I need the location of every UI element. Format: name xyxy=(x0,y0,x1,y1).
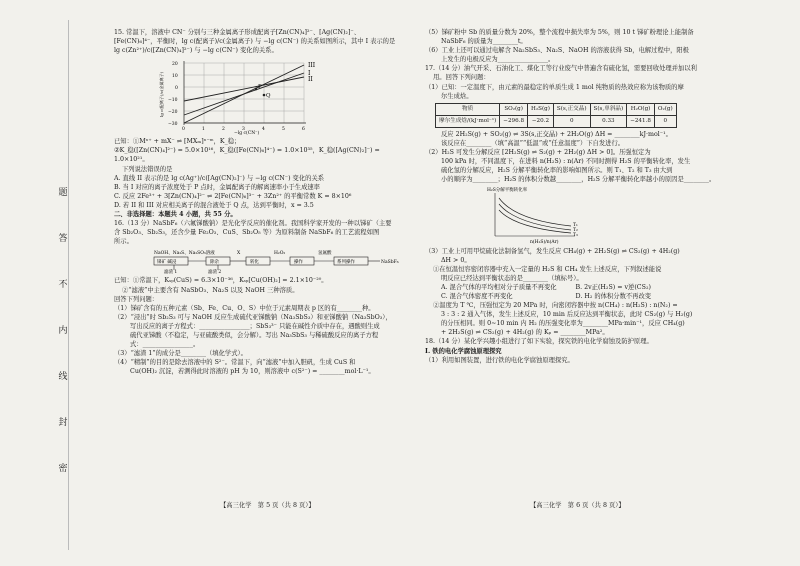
q15-known: 已知：①Mⁿ⁺ + mX⁻ ⇌ [MXₘ]ⁿ⁻ᵐ，K_稳； xyxy=(114,138,241,146)
section-heading: 二、非选择题：本题共 4 小题，共 55 分。 xyxy=(114,211,237,219)
binding-char: 封 xyxy=(58,418,68,428)
left-column xyxy=(114,28,414,376)
q16-sub-2: 硫代亚锑酸（不稳定，与亚硫酸类似，会分解）。写出 Na₃SbS₃ 与稀硫酸反应的离子方程 xyxy=(130,331,379,339)
q17-options-cd: C. 混合气体密度不再变化 D. H₂ 的体积分数不再改变 xyxy=(441,292,652,300)
q15-line: [Fe(CN)₆]⁴⁻，平衡时，lg c(配离子)/c(金属离子) 与 −lg c(CN⁻) 的关系如图所示，其中 I 表示的是 xyxy=(114,38,396,46)
q17-sub-3-2: 的分压相同。则 0∼10 min 内 H₂ 的压强变化率为________MPa·min⁻¹，反应 CH₄(g) xyxy=(441,320,685,328)
flow-hf: 氢氟酸 xyxy=(318,251,332,257)
x-tick: 1 xyxy=(202,127,205,133)
curve-T3-label: T₃ xyxy=(573,232,578,238)
right-column xyxy=(425,28,725,365)
binding-char: 题 xyxy=(58,188,68,198)
flow-residue-2: 滤渣 2 xyxy=(208,270,222,276)
q16-flowchart xyxy=(114,248,414,274)
q16-sub-6: （6）工业上还可以通过电解含 Na₂SbS₃、Na₂S、NaOH 的溶液获得 Sb，电解过程中，阳极 xyxy=(425,47,689,55)
q16-sub-6: 上发生的电极反应为________________。 xyxy=(441,56,555,64)
q15-option-d: D. 若 II 和 III 对应相关离子的混合液处于 Q 点，达到平衡时，x = 3.5 xyxy=(114,201,314,209)
conversion-graph xyxy=(485,186,595,246)
q16-line: 16.（13 分）NaSbF₆（六氟锑酸钠）是光化学反应的催化剂。我国科学家开发的一种以锑矿（主要 xyxy=(114,220,392,228)
point-Q-label: Q xyxy=(266,93,271,100)
q16-sub-2: （2）“浸出”时 Sb₂S₃ 可与 NaOH 反应生成硫代亚锑酸钠（Na₃SbS₃）和亚锑酸钠（Na₃SbO₃）， xyxy=(114,313,392,321)
q16-sub-4: （4）“精制”的目的是除去溶液中的 S²⁻。常温下，向“滤液”中加入胆矾，生成 CuS 和 xyxy=(114,359,356,367)
q15-prompt: 下列说法错误的是 xyxy=(122,165,173,173)
table-header-cell: O₂(g) xyxy=(654,103,676,115)
table-cell: 0.33 xyxy=(590,115,627,127)
q16-sub-3: （3）“滤渣 1”的成分是________（填化学式）。 xyxy=(114,350,247,358)
q15-figure xyxy=(159,57,414,137)
q16-known: ②“滤液”中主要含有 NaSbO₃、Na₂S 以及 NaOH 三种溶质。 xyxy=(122,286,299,294)
q16-sub-5: （5）锑矿粉中 Sb 的质量分数为 20%，整个流程中损失率为 5%，则 10 t 锑矿粉理论上能制备 xyxy=(425,29,694,36)
q15-graph xyxy=(159,57,354,137)
q16-line: 所示。 xyxy=(114,238,133,246)
binding-char: 答 xyxy=(58,234,68,244)
q17-sub-3-2: + 2H₂S(g) ⇌ CS₂(g) + 4H₂(g) 的 Kₚ = ________MPa²。 xyxy=(441,329,609,337)
q15-line: 15. 常温下，溶液中 CN⁻ 分别与三种金属离子形成配离子[Zn(CN)₄]²⁻、[Ag(CN)₂]⁻、 xyxy=(114,29,361,36)
q17-sub-3-1: ①在恒温恒容密闭容器中充入一定量的 H₂S 和 CH₄ 发生上述反应，下列叙述能说 xyxy=(433,265,662,273)
binding-char: 内 xyxy=(58,326,68,336)
x-axis-label: −lg c(CN⁻) xyxy=(234,131,260,137)
binding-text xyxy=(56,170,70,492)
q17-sub-2: 硫化氢的分解反应，H₂S 分解平衡转化率的影响如图所示。则 T₁、T₂ 和 T₃ 由大到 xyxy=(441,167,673,175)
line-label-III: III xyxy=(308,62,316,70)
flow-product: NaSbF₆ xyxy=(381,260,399,266)
y-tick: 0 xyxy=(175,86,178,92)
q16-sub-4: Cu(OH)₂ 沉淀，若测得此时溶液的 pH 为 10，则溶液中 c(S²⁻) = ________mol·L⁻¹。 xyxy=(130,368,375,376)
point-P xyxy=(255,88,258,91)
q15-option-b: B. 当 I 对应的离子浓度处于 P 点时，金属配离子的解离速率小于生成速率 xyxy=(114,183,320,191)
conversion-figure-title: H₂S分解平衡转化率 xyxy=(487,187,528,193)
table-header-row xyxy=(436,103,677,115)
q17-sub-3: ΔH > 0。 xyxy=(441,256,471,264)
q17-sub-1: 该反应在________（填“高温”“低温”或“任意温度”）下自发进行。 xyxy=(441,140,625,148)
q16-line: 含 Sb₂O₃、Sb₂S₃，还含少量 Fe₂O₃、CuS、Sb₂O₅ 等）为原料制备 NaSbF₆ 的工艺流程如图 xyxy=(114,229,380,237)
q16-prompt: 回答下列问题： xyxy=(114,295,159,303)
point-Q xyxy=(263,94,266,97)
q17-sub-3-2: 3 : 3 : 2 通入气体，发生上述反应，10 min 后反应达到平衡状态，此时 CS₂(g) 与 H₂(g) xyxy=(441,311,693,319)
x-tick: 3 xyxy=(242,127,245,133)
flow-reagent: NaOH、Na₂S、Na₂SO₃溶液 xyxy=(154,251,215,257)
y-tick: −10 xyxy=(168,98,178,104)
flow-x: X xyxy=(237,251,241,257)
x-tick: 6 xyxy=(302,127,305,133)
binding-char: 密 xyxy=(58,464,68,474)
flow-box-operate-label: 操作 xyxy=(294,260,303,266)
table-cell: 0 xyxy=(654,115,676,127)
q17-options-ab: A. 混合气体的平均相对分子质量不再变化 B. 2v正(H₂S) = v逆(CS₂) xyxy=(441,283,651,291)
q16-sub-1: （1）锑矿含有的五种元素（Sb、Fe、Cu、O、S）中位于元素周期表 p 区的有________种。 xyxy=(114,304,375,312)
curve-T1 xyxy=(499,198,571,226)
q17-sub-3: （3）工业上可用甲烷硫化法制备氢气，发生反应 CH₄(g) + 2H₂S(g) ⇌ CS₂(g) + 4H₂(g) xyxy=(425,247,680,255)
q17-sub-1: （1）已知：一定温度下，由元素的最稳定的单质生成 1 mol 纯物质的热效应称为该物质的摩 xyxy=(425,83,684,91)
flowchart-svg xyxy=(114,248,414,274)
q17-sub-2: 100 kPa 时，不同温度下，在进料 n(H₂S) : n(Ar) 不同时测得 H₂S 的平衡转化率，发生 xyxy=(441,158,691,166)
q17-sub-3-2: ②温度为 T ℃，压强恒定为 20 MPa 时，向密闭容器中按 n(CH₄) : n(H₂S) : n(N₂) = xyxy=(433,302,678,310)
q17-sub-2: （2）H₂S 可发生分解反应 [2H₂S(g) ⇌ S₂(g) + 2H₂(g) ΔH > 0]。压强恒定为 xyxy=(425,149,651,157)
flow-box-purify-label: 除杂 xyxy=(210,260,219,266)
x-tick: 0 xyxy=(182,127,185,133)
table-row xyxy=(436,115,677,127)
binding-margin xyxy=(18,20,88,550)
q15-known: ②K_稳([Zn(CN)₄]²⁻) = 5.0×10¹⁶，K_稳([Fe(CN)₆]⁴⁻) = 1.0×10³⁵，K_稳([Ag(CN)₂]⁻) = xyxy=(114,147,380,155)
y-axis-label: lg c(配离子)/c(金属离子) xyxy=(159,72,164,118)
table-cell: −20.2 xyxy=(528,115,554,127)
table-cell: −241.8 xyxy=(627,115,655,127)
q15-option-c: C. 反应 2Fe³⁺ + 3[Zn(CN)₄]²⁻ ⇌ 2[Fe(CN)₆]³⁻ + 3Zn²⁺ 的平衡常数 K = 8×10⁶ xyxy=(114,192,352,200)
y-tick: −20 xyxy=(168,110,178,116)
binding-char: 不 xyxy=(58,280,68,290)
q17-sub-2: 小的顺序为________；H₂S 的体积分数越________，H₂S 分解平衡转化率越小的原因是________。 xyxy=(441,176,716,184)
y-tick: 20 xyxy=(172,62,178,68)
x-tick: 4 xyxy=(262,127,265,133)
y-tick: −30 xyxy=(168,122,178,128)
q18-line: 18.（14 分）某化学兴趣小组进行了如下实验，探究铁的电化学腐蚀及防护原理。 xyxy=(425,338,653,346)
q18-part-heading: Ⅰ. 铁的电化学腐蚀原理探究 xyxy=(425,347,502,355)
enthalpy-table xyxy=(435,103,677,128)
table-header-cell: 物质 xyxy=(436,103,500,115)
q15-known: 1.0×10²¹。 xyxy=(114,156,149,164)
flow-h2o2: H₂O₂ xyxy=(274,251,286,257)
q16-sub-5: NaSbF₆ 的质量为________t。 xyxy=(441,38,527,46)
flow-box-leach-label: 锑矿 碱浸 xyxy=(157,260,177,266)
conversion-figure xyxy=(485,186,725,246)
y-tick: 10 xyxy=(172,74,178,80)
q15-option-a: A. 直线 II 表示的是 lg c(Ag⁺)/c([Ag(CN)₂]⁻) 与 −lg c(CN⁻) 变化的关系 xyxy=(114,174,325,182)
table-header-cell: S(s,单斜晶) xyxy=(590,103,627,115)
q16-sub-2: 写出反应的离子方程式：________________；SbS₃³⁻ 只能在碱性介质中存在，遇酸则生成 xyxy=(130,322,380,330)
table-cell: 0 xyxy=(553,115,590,127)
table-header-cell: S(s,正交晶) xyxy=(553,103,590,115)
table-row-label: 摩尔生成焓/(kJ·mol⁻¹) xyxy=(436,115,500,127)
table-header-cell: H₂S(g) xyxy=(528,103,554,115)
x-tick: 5 xyxy=(282,127,285,133)
q15-line: lg c(Zn²⁺)/c([Zn(CN)₄]²⁻) 与 −lg c(CN⁻) 变化的关系。 xyxy=(114,47,278,55)
q17-sub-1: 尔生成焓。 xyxy=(441,92,473,100)
flow-box-series-label: 系列操作 xyxy=(337,260,355,266)
flow-box-convert-label: 转化 xyxy=(250,260,259,266)
x-tick: 2 xyxy=(222,127,225,133)
line-label-I: I xyxy=(308,70,311,78)
flow-residue-1: 滤渣 1 xyxy=(164,270,178,276)
q18-sub-1: （1）利用如图装置，进行铁的电化学腐蚀原理探究。 xyxy=(425,356,574,364)
curve-T1-label: T₁ xyxy=(573,222,578,228)
q16-sub-2: 式：________________。 xyxy=(130,341,200,349)
q17-sub-3-1: 明反应已经达到平衡状态的是________（填标号）。 xyxy=(441,274,583,282)
table-cell: −296.8 xyxy=(500,115,528,127)
q17-sub-1: 反应 2H₂S(g) + SO₂(g) ⇌ 3S(s,正交晶) + 2H₂O(g) ΔH = ________kJ·mol⁻¹。 xyxy=(441,130,672,138)
table-header-cell: SO₂(g) xyxy=(500,103,528,115)
q17-line: 用。回答下列问题： xyxy=(433,74,490,82)
page-footer-left: 【高三化学 第 5 页（共 8 页）】 xyxy=(220,502,315,509)
line-label-II: II xyxy=(308,76,313,84)
binding-char: 线 xyxy=(58,372,68,382)
conversion-x-label: n(H₂S)/n(Ar) xyxy=(530,239,559,245)
page-footer-right: 【高三化学 第 6 页（共 8 页）】 xyxy=(530,502,625,509)
curve-T2-label: T₂ xyxy=(573,227,578,233)
q16-known: 已知：①常温下，Kₛₚ(CuS) = 6.3×10⁻³⁶，Kₛₚ[Cu(OH)₂] = 2.1×10⁻²⁰。 xyxy=(114,277,328,285)
table-header-cell: H₂O(g) xyxy=(627,103,655,115)
q17-line: 17.（14 分）油气开采、石油化工、煤化工等行业废气中普遍含有硫化氢，需要回收处理并加以利 xyxy=(425,65,697,73)
point-P-label: P xyxy=(258,84,262,91)
